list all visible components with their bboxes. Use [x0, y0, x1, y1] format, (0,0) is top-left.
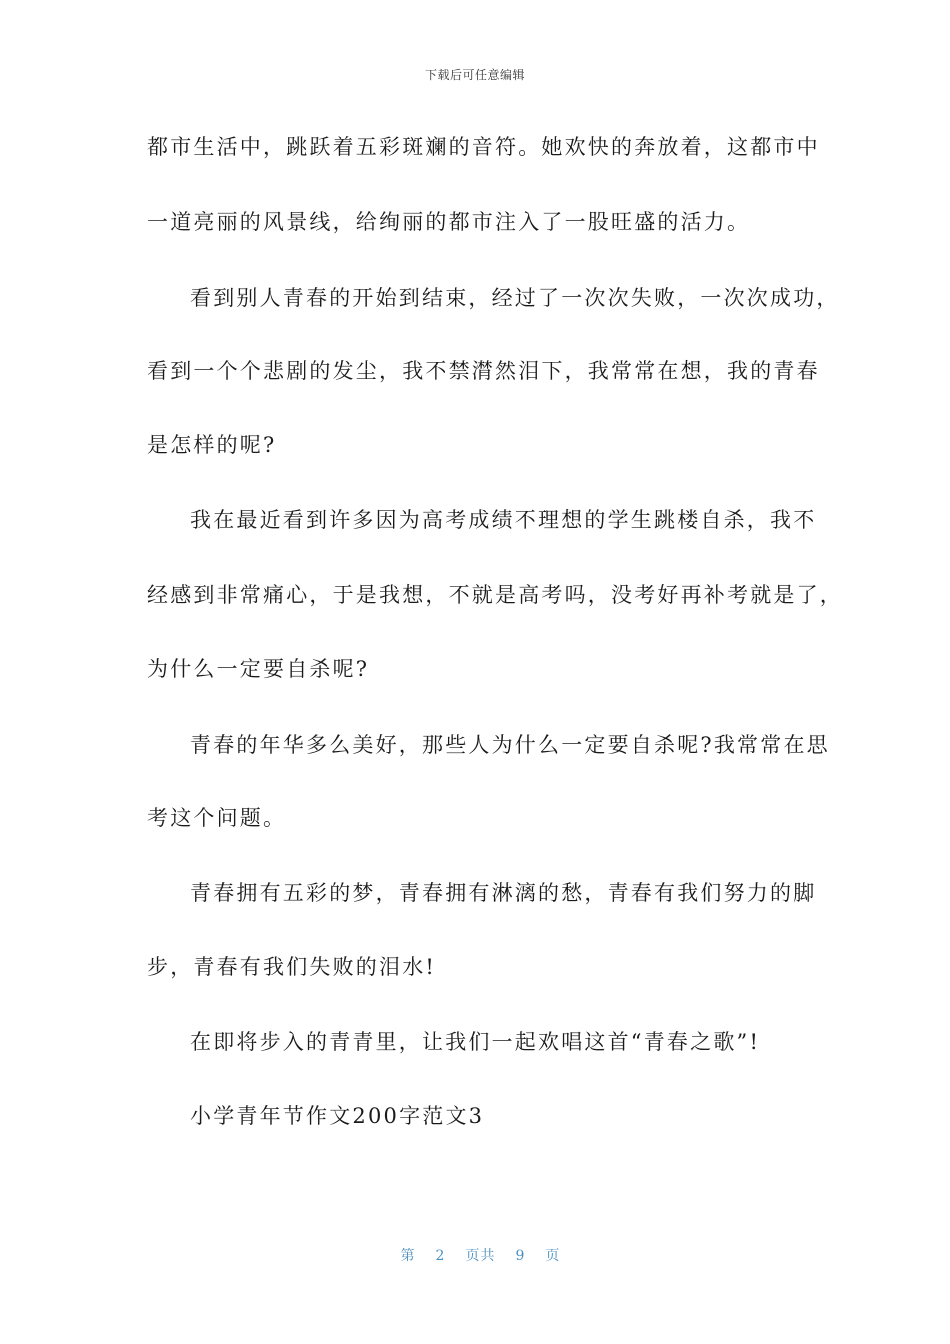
page-footer	[0, 1229, 950, 1265]
section-heading: 小学青年节作文200字范文3	[190, 1104, 485, 1128]
paragraph-line: 步，青春有我们失败的泪水!	[147, 955, 437, 979]
paragraph-line: 青春的年华多么美好，那些人为什么一定要自杀呢?我常常在思	[190, 733, 830, 757]
total-pages-number: 9	[515, 1248, 526, 1264]
paragraph-line: 经感到非常痛心，于是我想，不就是高考吗，没考好再补考就是了，	[147, 583, 843, 607]
paragraph-line: 看到别人青春的开始到结束，经过了一次次失败，一次次成功，	[190, 286, 840, 310]
paragraph-line: 都市生活中，跳跃着五彩斑斓的音符。她欢快的奔放着，这都市中	[147, 135, 820, 159]
page-label-prefix: 第	[400, 1248, 416, 1264]
current-page-number: 2	[435, 1248, 446, 1264]
paragraph-line: 看到一个个悲剧的发尘，我不禁潸然泪下，我常常在想，我的青春	[147, 359, 820, 383]
page-label-mid: 页共	[465, 1248, 496, 1264]
paragraph-line: 为什么一定要自杀呢?	[147, 657, 370, 681]
paragraph-line: 考这个问题。	[147, 806, 287, 830]
paragraph-line: 一道亮丽的风景线，给绚丽的都市注入了一股旺盛的活力。	[147, 210, 751, 234]
paragraph-line: 我在最近看到许多因为高考成绩不理想的学生跳楼自杀，我不	[190, 508, 817, 532]
paragraph-line: 在即将步入的青青里，让我们一起欢唱这首“青春之歌”!	[190, 1030, 761, 1054]
page-label-suffix: 页	[545, 1248, 561, 1264]
paragraph-line: 是怎样的呢?	[147, 433, 277, 457]
paragraph-line: 青春拥有五彩的梦，青春拥有淋漓的愁，青春有我们努力的脚	[190, 881, 817, 905]
page-header: 下载后可任意编辑	[424, 68, 525, 82]
